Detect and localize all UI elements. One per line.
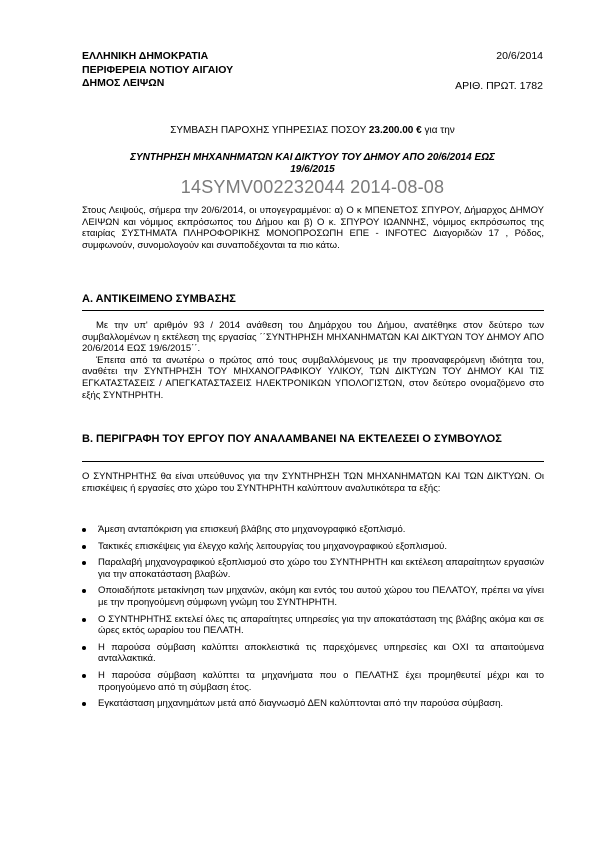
list-item: Η παρούσα σύμβαση καλύπτει τα μηχανήματα που ο ΠΕΛΑΤΗΣ έχει προμηθευτεί μέχρι και το προηγούμενο από τη σύμβαση έτος. (82, 670, 544, 693)
section-b-paragraph-1: Ο ΣΥΝΤΗΡΗΤΗΣ θα είναι υπεύθυνος για την ΣΥΝΤΗΡΗΣΗ ΤΩΝ ΜΗΧΑΝΗΜΑΤΩΝ ΚΑΙ ΤΩΝ ΔΙΚΤΥΩΝ. Οι επισκέψεις ή εργασίες στο χώρο του ΣΥΝΤΗΡΗΤΗ καλύπτουν αναλυτικότερα τα εξής: (82, 471, 544, 494)
section-a-underline (82, 310, 544, 311)
contract-title (82, 125, 543, 136)
issuer-municipality: ΔΗΜΟΣ ΛΕΙΨΩΝ (82, 77, 165, 89)
list-item: Παραλαβή μηχανογραφικού εξοπλισμού στο χώρο του ΣΥΝΤΗΡΗΤΗ και εκτέλεση απαραίτητων εργασιών για την αποκατάσταση βλαβών. (82, 557, 544, 580)
bullet-icon (82, 528, 86, 532)
contract-prefix: ΣΥΜΒΑΣΗ ΠΑΡΟΧΗΣ ΥΠΗΡΕΣΙΑΣ ΠΟΣΟΥ (170, 125, 369, 136)
list-item: Οποιαδήποτε μετακίνηση των μηχανών, ακόμη και εντός του αυτού χώρου του ΠΕΛΑΤΟΥ, πρέπει να γίνει με την προηγούμενη σύμφωνη γνώμη του ΣΥΝΤΗΡΗΤΗ. (82, 585, 544, 608)
bullet-icon (82, 702, 86, 706)
services-list (82, 524, 544, 715)
contract-subject-line1: ΣΥΝΤΗΡΗΣΗ ΜΗΧΑΝΗΜΑΤΩΝ ΚΑΙ ΔΙΚΤΥΟΥ ΤΟΥ ΔΗΜΟΥ ΑΠΟ 20/6/2014 ΕΩΣ (130, 152, 495, 163)
bullet-icon (82, 561, 86, 565)
issuer-region: ΠΕΡΙΦΕΡΕΙΑ ΝΟΤΙΟΥ ΑΙΓΑΙΟΥ (82, 63, 234, 76)
list-item: Άμεση ανταπόκριση για επισκευή βλάβης στο μηχανογραφικό εξοπλισμό. (82, 524, 544, 536)
ada-stamp: 14SYMV002232044 2014-08-08 (180, 177, 445, 197)
section-a-heading: Α. ΑΝΤΙΚΕΙΜΕΝΟ ΣΥΜΒΑΣΗΣ (82, 293, 236, 305)
bullet-icon (82, 618, 86, 622)
bullet-icon (82, 646, 86, 650)
intro-paragraph: Στους Λειψούς, σήμερα την 20/6/2014, οι υπογεγραμμένοι: α) Ο κ ΜΠΕΝΕΤΟΣ ΣΠΥΡΟΥ, Δήμαρχος ΔΗΜΟΥ ΛΕΙΨΩΝ και νόμιμος εκπρόσωπος του Δήμου και β) Ο κ. ΣΠΥΡΟΥ ΙΩΑΝΝΗΣ, νόμιμος εκπρόσωπος της εταιρίας ΣΥΣΤΗΜΑΤΑ ΠΛΗΡΟΦΟΡΙΚΗΣ ΜΟΝΟΠΡΟΣΩΠΗ ΕΠΕ - INFOTEC Διαγοριδών 17 , Ρόδος, συμφωνούν, συνομολογούν και συναποδέχονται τα πιο κάτω. (82, 205, 544, 251)
list-item: Η παρούσα σύμβαση καλύπτει αποκλειστικά τις παρεχόμενες υπηρεσίες και ΟΧΙ τα απαιτούμενα ανταλλακτικά. (82, 642, 544, 665)
section-b-heading: Β. ΠΕΡΙΓΡΑΦΗ ΤΟΥ ΕΡΓΟΥ ΠΟΥ ΑΝΑΛΑΜΒΑΝΕΙ ΝΑ ΕΚΤΕΛΕΣΕΙ Ο ΣΥΜΒΟΥΛΟΣ (82, 433, 502, 445)
contract-suffix: για την (421, 125, 455, 136)
contract-amount: 23.200.00 € (368, 125, 422, 136)
section-a-paragraph-1: Με την υπ' αριθμόν 93 / 2014 ανάθεση του Δημάρχου του Δήμου, ανατέθηκε στον δεύτερο των συμβαλλομένων η εκτέλεση της εργασίας ΄΄ΣΥΝΤΗΡΗΣΗ ΜΗΧΑΝΗΜΑΤΩΝ ΚΑΙ ΔΙΚΤΥΩΝ ΤΟΥ ΔΗΜΟΥ ΑΠΟ 20/6/2014 ΕΩΣ 19/6/2015΄΄. (82, 320, 544, 355)
bullet-icon (82, 589, 86, 593)
contract-subject (82, 152, 543, 176)
section-a-paragraph-2: Έπειτα από τα ανωτέρω ο πρώτος από τους συμβαλλόμενους με την προαναφερόμενη ιδιότητα του, αναθέτει την ΣΥΝΤΗΡΗΣΗ ΤΟΥ ΜΗΧΑΝΟΓΡΑΦΙΚΟΥ ΥΛΙΚΟΥ, ΤΩΝ ΔΙΚΤΥΩΝ ΤΟΥ ΔΗΜΟΥ ΚΑΙ ΤΙΣ ΕΓΚΑΤΑΣΤΑΣΕΙΣ / ΑΠΕΓΚΑΤΑΣΤΑΣΕΙΣ ΗΛΕΚΤΡΟΝΙΚΩΝ ΥΠΟΛΟΓΙΣΤΩΝ, στον δεύτερο ονομαζόμενο στο εξής ΣΥΝΤΗΡΗΤΗ. (82, 354, 544, 401)
issuer-header (82, 50, 233, 91)
section-b-underline (82, 461, 544, 462)
list-item: Εγκατάσταση μηχανημάτων μετά από διαγνωσμό ΔΕΝ καλύπτονται από την παρούσα σύμβαση. (82, 698, 544, 710)
bullet-icon (82, 674, 86, 678)
list-item: Τακτικές επισκέψεις για έλεγχο καλής λειτουργίας του μηχανογραφικού εξοπλισμού. (82, 541, 544, 553)
contract-subject-line2: 19/6/2015 (290, 164, 335, 175)
list-item: Ο ΣΥΝΤΗΡΗΤΗΣ εκτελεί όλες τις απαραίτητες υπηρεσίες για την αποκατάσταση της βλάβης ακόμα και σε ώρες εκτός ωραρίου του ΠΕΛΑΤΗ. (82, 614, 544, 637)
issuer-country: ΕΛΛΗΝΙΚΗ ΔΗΜΟΚΡΑΤΙΑ (82, 50, 209, 62)
document-date: 20/6/2014 (496, 50, 543, 62)
bullet-icon (82, 545, 86, 549)
section-a-body (82, 320, 544, 401)
protocol-number: ΑΡΙΘ. ΠΡΩΤ. 1782 (455, 80, 543, 92)
